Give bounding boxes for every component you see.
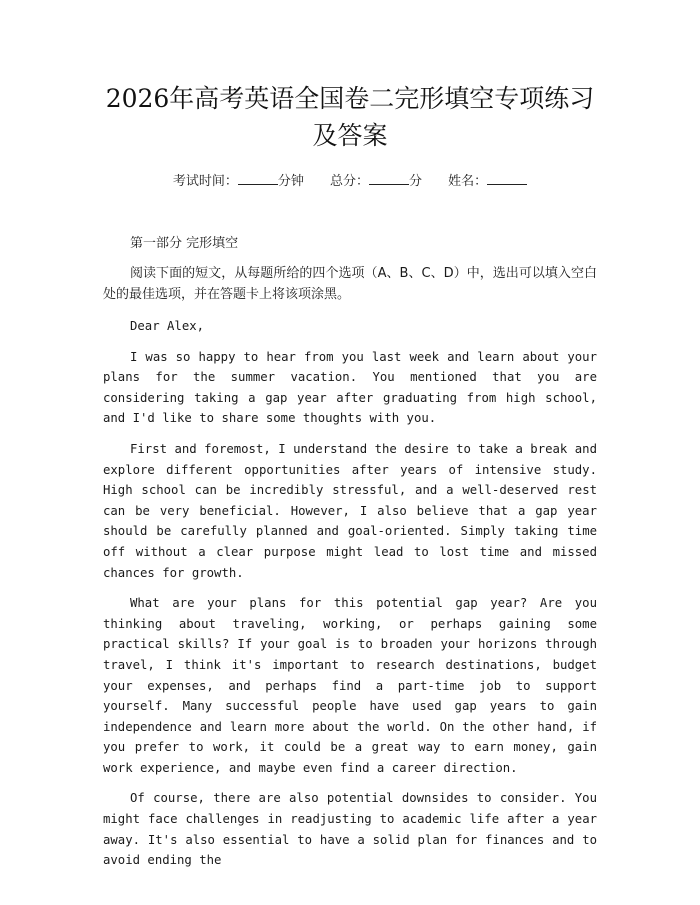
instructions: 阅读下面的短文，从每题所给的四个选项（A、B、C、D）中，选出可以填入空白处的最佳选项，并在答题卡上将该项涂黑。 — [103, 266, 597, 302]
letter-salutation: Dear Alex, — [130, 319, 205, 333]
letter-paragraph: What are your plans for this potential gap year? Are you thinking about traveling, working, or perhaps gaining some practical skills? If your goal is to broaden your horizons through travel, I think it's important to research destinations, budget your expenses, and perhaps find a part-time job to support yourself. Many successful people have used gap years to gain independence and learn more about the world. On the other hand, if you prefer to work, it could be a great way to earn money, gain work experience, and maybe even find a career direction. — [103, 596, 597, 775]
letter-paragraph: I was so happy to hear from you last week and learn about your plans for the summer vacation. You mentioned that you are considering taking a gap year after graduating from high school, and I'd like to share some thoughts with you. — [103, 349, 597, 426]
exam-time — [173, 174, 304, 189]
section-heading: 第一部分 完形填空 — [130, 236, 239, 251]
name-blank[interactable] — [487, 172, 527, 185]
exam-name — [448, 174, 527, 189]
time-unit: 分钟 — [277, 174, 304, 189]
time-blank[interactable] — [238, 172, 278, 185]
score-unit: 分 — [409, 174, 423, 189]
letter-passage — [103, 316, 597, 871]
letter-paragraph: First and foremost, I understand the desire to take a break and explore different opportunities after years of intensive study. High school can be incredibly stressful, and a well-deserved rest can be very beneficial. However, I also believe that a gap year should be carefully planned and goal-oriented. Simply taking time off without a clear purpose might lead to lost time and missed chances for growth. — [103, 441, 597, 580]
score-label: 总分： — [329, 174, 369, 189]
exam-meta — [103, 172, 597, 192]
name-label: 姓名： — [448, 174, 488, 189]
letter-paragraph: Of course, there are also potential downsides to consider. You might face challenges in readjusting to academic life after a year away. It's also essential to have a solid plan for finances and to avoid ending the — [103, 791, 597, 868]
exam-score — [330, 174, 422, 189]
score-blank[interactable] — [369, 172, 409, 185]
time-label: 考试时间： — [172, 174, 238, 189]
page-title: 2026年高考英语全国卷二完形填空专项练习及答案 — [105, 84, 595, 150]
